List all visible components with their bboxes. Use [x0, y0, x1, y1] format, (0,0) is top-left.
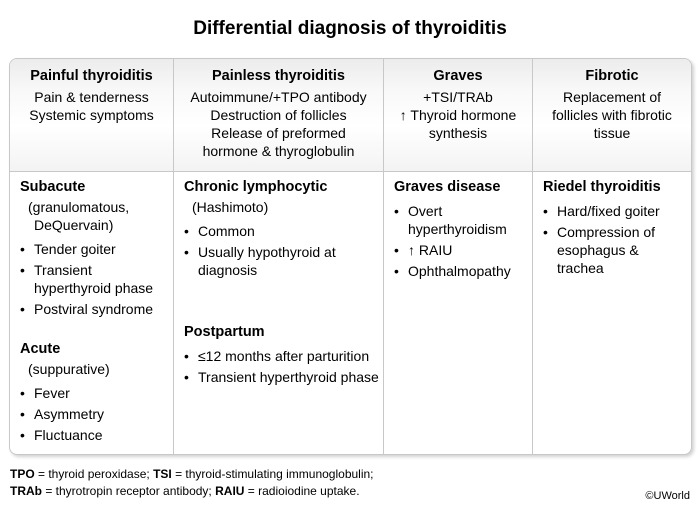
section-acute: [20, 340, 170, 444]
list-item: • Asymmetry: [20, 405, 170, 423]
abbr-def: = radioiodine uptake.: [244, 484, 360, 498]
col-header-graves: [384, 59, 532, 171]
col-heading: Painless thyroiditis: [212, 68, 345, 84]
section-postpartum: [184, 323, 379, 386]
col-header-line: Autoimmune/+TPO antibody: [190, 89, 367, 105]
list-item: • Usually hypothyroid at diagnosis: [184, 243, 379, 279]
footnote-line: [10, 483, 374, 500]
col-header-line: Release of preformed: [211, 125, 346, 141]
list-item: • Fever: [20, 384, 170, 402]
list-item: • ≤12 months after parturition: [184, 347, 379, 365]
cell-painless: [184, 171, 379, 408]
col-header-painful: [10, 59, 173, 171]
section-chronic-lymphocytic: [184, 178, 379, 279]
list-item: • Tender goiter: [20, 240, 170, 258]
cell-graves: [394, 171, 530, 302]
diagnosis-table: [9, 58, 692, 455]
col-header-line: follicles with fibrotic: [552, 107, 672, 123]
column-divider: [383, 59, 384, 454]
col-header-painless: [174, 59, 383, 171]
section-title: Riedel thyroiditis: [543, 179, 661, 195]
section-title: Acute: [20, 341, 61, 357]
footnote-line: [10, 466, 374, 483]
abbr: TSI: [153, 467, 172, 481]
list-item: • Hard/fixed goiter: [543, 202, 685, 220]
col-header-fibrotic: [533, 59, 691, 171]
col-heading: Painful thyroiditis: [30, 68, 153, 84]
section-subtitle: (Hashimoto): [192, 199, 269, 215]
section-subtitle: (granulomatous,: [28, 199, 130, 215]
abbr: TRAb: [10, 484, 42, 498]
abbr-def: = thyroid-stimulating immunoglobulin;: [171, 467, 374, 481]
cell-painful: [20, 171, 170, 455]
col-header-line: Systemic symptoms: [29, 107, 154, 123]
column-divider: [173, 59, 174, 454]
section-title: Postpartum: [184, 324, 265, 340]
list-item: • Overt hyperthyroidism: [394, 202, 530, 238]
col-header-line: Replacement of: [562, 89, 662, 105]
abbr: TPO: [10, 467, 35, 481]
col-header-line: +TSI/TRAb: [423, 89, 493, 105]
list-item: • Compression of esophagus & trachea: [543, 223, 685, 277]
list-item: • Transient hyperthyroid phase: [20, 261, 170, 297]
copyright: ©UWorld: [645, 490, 690, 502]
list-item: • Postviral syndrome: [20, 300, 170, 318]
col-header-line: tissue: [593, 125, 631, 141]
abbr-def: = thyrotropin receptor antibody;: [42, 484, 216, 498]
col-header-line: hormone & thyroglobulin: [202, 143, 355, 159]
col-header-line: ↑ Thyroid hormone: [399, 107, 517, 123]
footnote: [10, 466, 374, 500]
section-title: Graves disease: [394, 179, 501, 195]
list-item: • Transient hyperthyroid phase: [184, 368, 379, 386]
col-heading: Fibrotic: [585, 68, 639, 84]
cell-fibrotic: [543, 171, 685, 299]
section-title: Chronic lymphocytic: [184, 179, 328, 195]
section-subtitle: (suppurative): [28, 361, 110, 377]
section-subacute: [20, 178, 170, 318]
list-item: • Ophthalmopathy: [394, 262, 530, 280]
list-item: • Common: [184, 222, 379, 240]
section-subtitle: DeQuervain): [34, 217, 114, 233]
page-title: Differential diagnosis of thyroiditis: [193, 18, 507, 39]
col-header-line: synthesis: [428, 125, 488, 141]
list-item: • ↑ RAIU: [394, 241, 530, 259]
section-title: Subacute: [20, 179, 86, 195]
col-heading: Graves: [433, 68, 483, 84]
column-divider: [532, 59, 533, 454]
col-header-line: Destruction of follicles: [210, 107, 347, 123]
abbr-def: = thyroid peroxidase;: [34, 467, 154, 481]
list-item: • Fluctuance: [20, 426, 170, 444]
section-graves-disease: [394, 178, 530, 280]
abbr: RAIU: [215, 484, 245, 498]
col-header-line: Pain & tenderness: [34, 89, 149, 105]
section-riedel: [543, 178, 685, 277]
